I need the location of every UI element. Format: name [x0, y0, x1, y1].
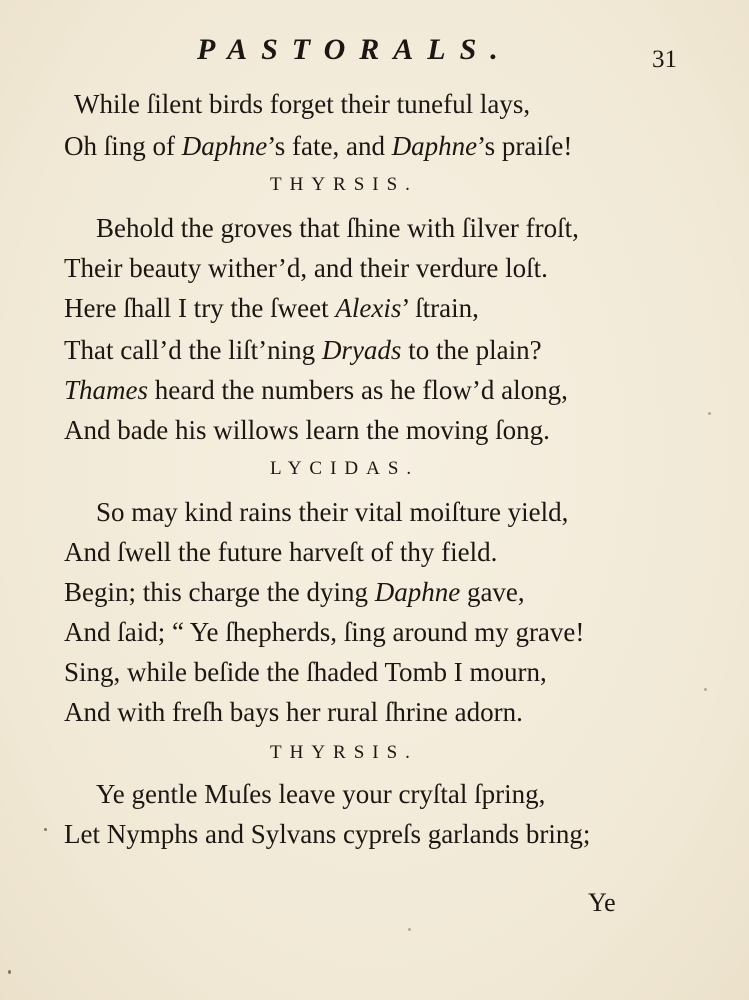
speaker-heading: THYRSIS. [270, 174, 418, 195]
verse-text: to the plain? [401, 335, 542, 365]
verse-line [64, 694, 523, 730]
verse-line [96, 210, 579, 246]
foxing-spot [704, 688, 707, 691]
verse-text: Their beauty wither’d, and their verdure loſt. [64, 253, 548, 283]
catchword: Ye [588, 888, 616, 917]
verse-line [64, 534, 497, 570]
verse-text: ’s praiſe! [477, 131, 573, 161]
foxing-spot [8, 970, 11, 974]
verse-line [64, 372, 568, 408]
verse-text: That call’d the liſt’ning [64, 335, 322, 365]
verse-text: Behold the groves that ſhine with ſilver froſt, [96, 213, 579, 243]
verse-line [64, 128, 572, 164]
speaker-heading: THYRSIS. [270, 742, 418, 763]
italic-name: Dryads [321, 335, 402, 365]
verse-text: heard the numbers as he flow’d along, [148, 375, 568, 405]
verse-line [64, 332, 542, 368]
verse-line [64, 250, 548, 286]
speaker-heading: LYCIDAS. [270, 458, 420, 479]
foxing-spot [44, 828, 47, 831]
verse-line [64, 654, 547, 690]
verse-line [96, 776, 545, 812]
verse-text: gave, [460, 577, 525, 607]
verse-text: So may kind rains their vital moiſture yield, [96, 497, 569, 527]
verse-line [64, 816, 590, 852]
verse-text: Let Nymphs and Sylvans cypreſs garlands bring; [64, 819, 591, 849]
verse-line [96, 494, 568, 530]
verse-text: And ſaid; “ Ye ſhepherds, ſing around my grave! [64, 617, 585, 647]
verse-text: ’ ſtrain, [401, 293, 479, 323]
foxing-spot [408, 928, 411, 931]
verse-text: And bade his willows learn the moving ſong. [64, 415, 550, 445]
verse-text: Oh ſing of [64, 131, 182, 161]
verse-line [64, 412, 550, 448]
foxing-spot [708, 412, 711, 415]
italic-name: Daphne [391, 131, 478, 161]
italic-name: Thames [64, 375, 149, 405]
running-head [0, 30, 749, 73]
verse-line [74, 86, 530, 122]
verse-text: And ſwell the future harveſt of thy field. [64, 537, 498, 567]
verse-text: Begin; this charge the dying [64, 577, 375, 607]
italic-name: Daphne [181, 131, 268, 161]
italic-name: Alexis [335, 293, 402, 323]
verse-text: Here ſhall I try the ſweet [64, 293, 336, 323]
page-number: 31 [652, 46, 677, 73]
italic-name: Daphne [374, 577, 461, 607]
running-title: PASTORALS. [197, 33, 512, 66]
verse-text: Sing, while beſide the ſhaded Tomb I mourn, [64, 657, 547, 687]
verse-text: And with freſh bays her rural ſhrine adorn. [64, 697, 523, 727]
verse-text: Ye gentle Muſes leave your cryſtal ſpring, [96, 779, 546, 809]
verse-line [64, 614, 584, 650]
verse-line [64, 290, 479, 326]
verse-line [64, 574, 525, 610]
verse-text: ’s fate, and [267, 131, 392, 161]
verse-text: While ſilent birds forget their tuneful lays, [74, 89, 531, 119]
